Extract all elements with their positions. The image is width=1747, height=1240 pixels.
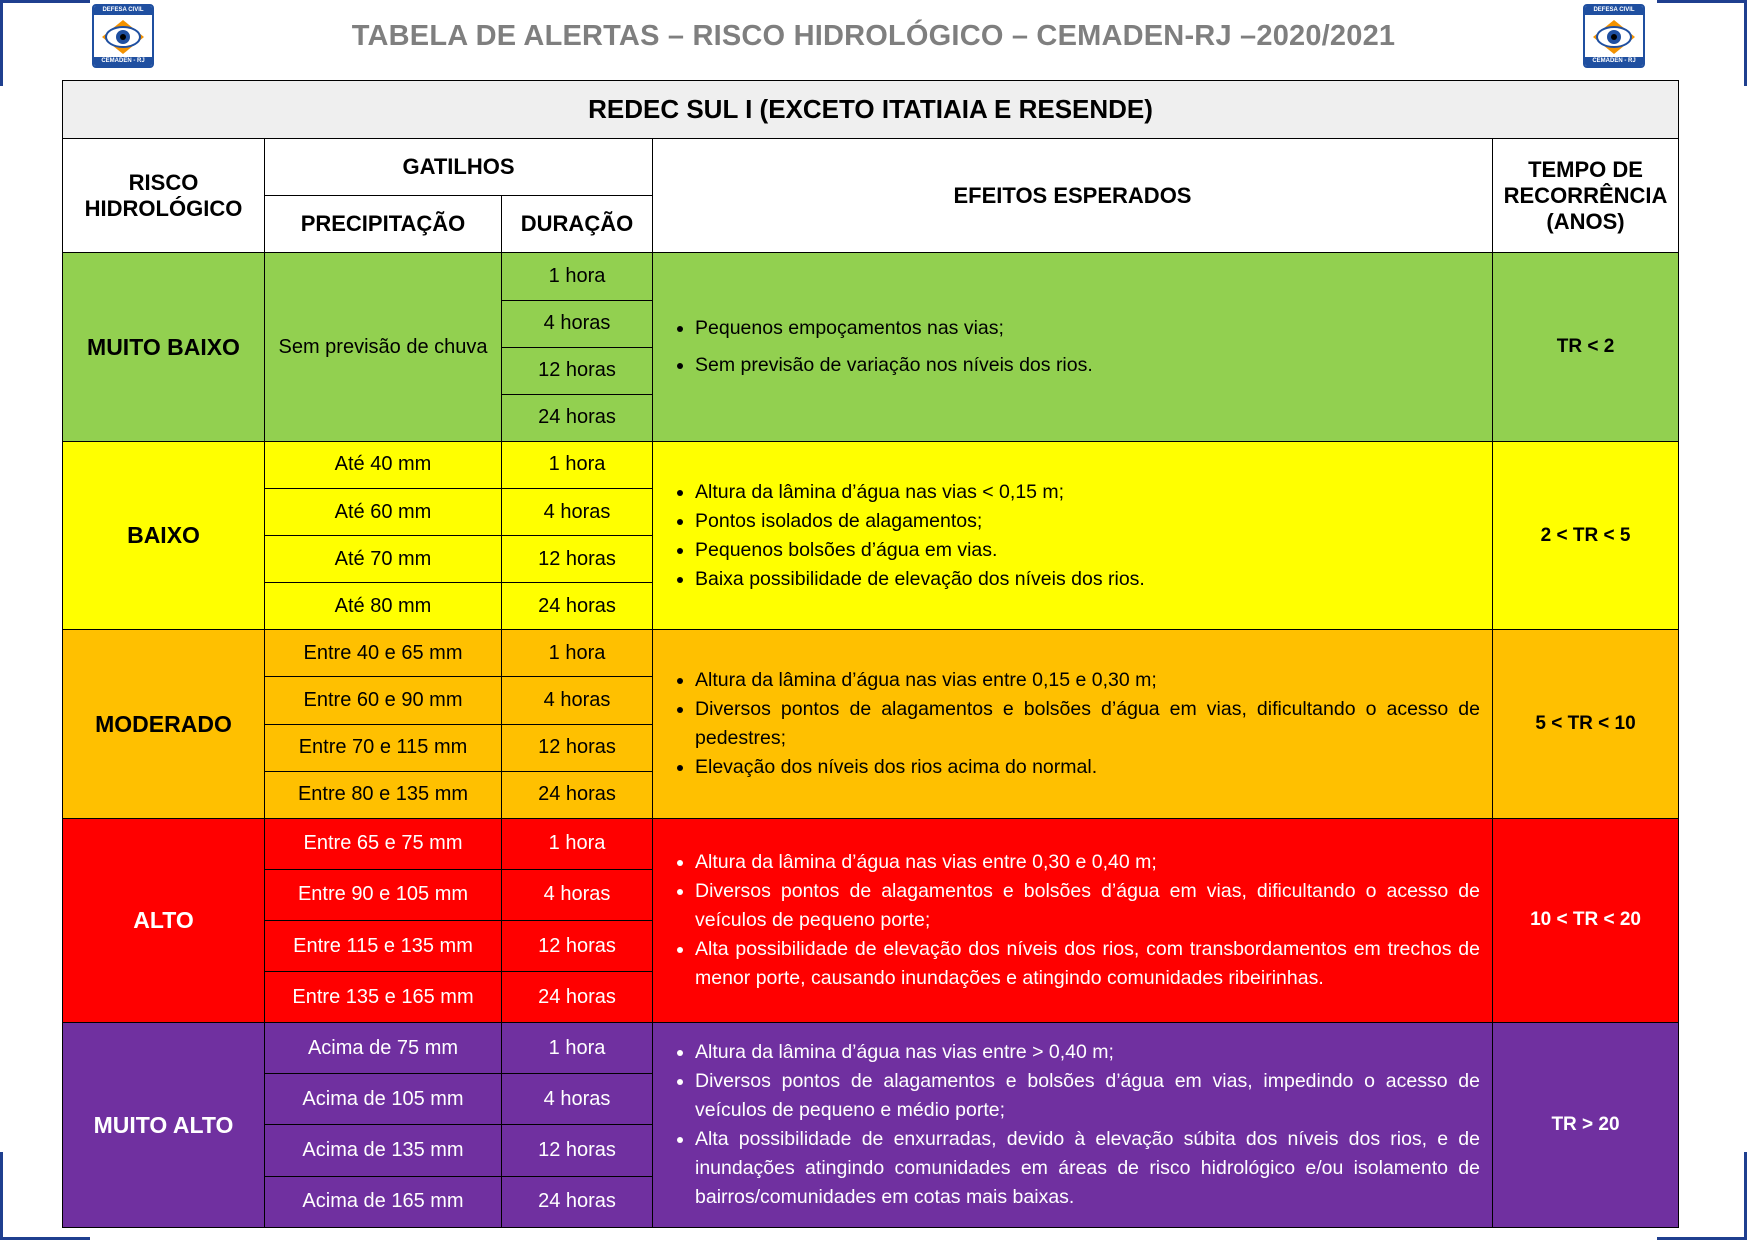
effect-item: • Altura da lâmina d’água nas vias entre > 0,40 m; bbox=[695, 1038, 1480, 1067]
header-precipitacao: PRECIPITAÇÃO bbox=[265, 196, 502, 253]
logo-text-bottom: CEMADEN - RJ bbox=[1585, 57, 1643, 66]
logo-text-top: DEFESA CIVIL bbox=[94, 6, 152, 15]
logo-text-bottom: CEMADEN - RJ bbox=[94, 57, 152, 66]
duration-cell: 24 horas bbox=[502, 394, 653, 441]
region-title: REDEC SUL I (EXCETO ITATIAIA E RESENDE) bbox=[63, 81, 1679, 139]
effect-item: • Altura da lâmina d’água nas vias entre 0,15 e 0,30 m; bbox=[695, 666, 1480, 695]
duration-cell: 4 horas bbox=[502, 488, 653, 535]
header-tempo-recorrencia: TEMPO DE RECORRÊNCIA (ANOS) bbox=[1493, 139, 1679, 253]
table-row bbox=[63, 253, 1679, 300]
duration-cell: 12 horas bbox=[502, 347, 653, 394]
duration-cell: 12 horas bbox=[502, 536, 653, 583]
effect-item: • Altura da lâmina d’água nas vias < 0,15 m; bbox=[695, 478, 1480, 507]
effect-item: • Pequenos bolsões d’água em vias. bbox=[695, 536, 1480, 565]
precipitation-cell: Acima de 105 mm bbox=[265, 1074, 502, 1125]
table-row bbox=[63, 441, 1679, 488]
corner-mark-top-left-h bbox=[0, 0, 90, 3]
recurrence-cell: TR > 20 bbox=[1493, 1023, 1679, 1228]
effect-item: • Pequenos empoçamentos nas vias; bbox=[695, 314, 1480, 343]
header-gatilhos: GATILHOS bbox=[265, 139, 653, 196]
effect-item: • Pontos isolados de alagamentos; bbox=[695, 507, 1480, 536]
effect-item: • Alta possibilidade de elevação dos níveis dos rios, com transbordamentos em trechos de menor porte, causando inundações e atingindo comunidades ribeirinhas. bbox=[695, 935, 1480, 993]
effects-cell bbox=[653, 441, 1493, 629]
precipitation-cell: Entre 135 e 165 mm bbox=[265, 972, 502, 1023]
precipitation-cell: Entre 115 e 135 mm bbox=[265, 920, 502, 971]
duration-cell: 24 horas bbox=[502, 972, 653, 1023]
effect-item: • Alta possibilidade de enxurradas, devido à elevação súbita dos níveis dos rios, e de inundações atingindo comunidades em áreas de risco hidrológico e/ou isolamento de bairros/comunidades em cotas mais baixas. bbox=[695, 1125, 1480, 1212]
precipitation-cell: Entre 90 e 105 mm bbox=[265, 869, 502, 920]
alert-table bbox=[62, 80, 1679, 1228]
duration-cell: 1 hora bbox=[502, 630, 653, 677]
precipitation-cell: Até 70 mm bbox=[265, 536, 502, 583]
precipitation-cell: Acima de 165 mm bbox=[265, 1176, 502, 1227]
table-row bbox=[63, 818, 1679, 869]
duration-cell: 4 horas bbox=[502, 1074, 653, 1125]
effects-cell bbox=[653, 630, 1493, 818]
duration-cell: 1 hora bbox=[502, 1023, 653, 1074]
precipitation-cell: Acima de 135 mm bbox=[265, 1125, 502, 1176]
precipitation-cell: Até 40 mm bbox=[265, 441, 502, 488]
duration-cell: 24 horas bbox=[502, 1176, 653, 1227]
effect-item: • Sem previsão de variação nos níveis dos rios. bbox=[695, 351, 1480, 380]
precipitation-cell: Entre 40 e 65 mm bbox=[265, 630, 502, 677]
duration-cell: 4 horas bbox=[502, 300, 653, 347]
precipitation-cell: Entre 80 e 135 mm bbox=[265, 771, 502, 818]
duration-cell: 12 horas bbox=[502, 920, 653, 971]
effects-cell bbox=[653, 253, 1493, 441]
risk-level: MUITO BAIXO bbox=[63, 253, 265, 441]
risk-level: BAIXO bbox=[63, 441, 265, 629]
precipitation-cell: Acima de 75 mm bbox=[265, 1023, 502, 1074]
precipitation-cell: Sem previsão de chuva bbox=[265, 253, 502, 441]
duration-cell: 1 hora bbox=[502, 818, 653, 869]
effect-item: • Elevação dos níveis dos rios acima do normal. bbox=[695, 753, 1480, 782]
duration-cell: 24 horas bbox=[502, 771, 653, 818]
effects-cell bbox=[653, 818, 1493, 1023]
corner-mark-bottom-left-v bbox=[0, 1152, 3, 1240]
header-efeitos: EFEITOS ESPERADOS bbox=[653, 139, 1493, 253]
precipitation-cell: Entre 65 e 75 mm bbox=[265, 818, 502, 869]
header-duracao: DURAÇÃO bbox=[502, 196, 653, 253]
effects-cell bbox=[653, 1023, 1493, 1228]
table-row bbox=[63, 630, 1679, 677]
recurrence-cell: 2 < TR < 5 bbox=[1493, 441, 1679, 629]
duration-cell: 24 horas bbox=[502, 583, 653, 630]
precipitation-cell: Entre 70 e 115 mm bbox=[265, 724, 502, 771]
duration-cell: 12 horas bbox=[502, 724, 653, 771]
precipitation-cell: Até 80 mm bbox=[265, 583, 502, 630]
recurrence-cell: TR < 2 bbox=[1493, 253, 1679, 441]
effect-item: • Diversos pontos de alagamentos e bolsões d’água em vias, impedindo o acesso de veículos de pequeno e médio porte; bbox=[695, 1067, 1480, 1125]
logo-text-top: DEFESA CIVIL bbox=[1585, 6, 1643, 15]
effect-item: • Altura da lâmina d’água nas vias entre 0,30 e 0,40 m; bbox=[695, 848, 1480, 877]
precipitation-cell: Entre 60 e 90 mm bbox=[265, 677, 502, 724]
duration-cell: 4 horas bbox=[502, 677, 653, 724]
recurrence-cell: 10 < TR < 20 bbox=[1493, 818, 1679, 1023]
header-risco: RISCO HIDROLÓGICO bbox=[63, 139, 265, 253]
corner-mark-top-right-h bbox=[1657, 0, 1747, 3]
duration-cell: 4 horas bbox=[502, 869, 653, 920]
duration-cell: 1 hora bbox=[502, 441, 653, 488]
effect-item: • Diversos pontos de alagamentos e bolsões d’água em vias, dificultando o acesso de veículos de pequeno porte; bbox=[695, 877, 1480, 935]
duration-cell: 12 horas bbox=[502, 1125, 653, 1176]
table-row bbox=[63, 1023, 1679, 1074]
risk-level: MUITO ALTO bbox=[63, 1023, 265, 1228]
effect-item: • Diversos pontos de alagamentos e bolsões d’água em vias, dificultando o acesso de pedestres; bbox=[695, 695, 1480, 753]
risk-level: MODERADO bbox=[63, 630, 265, 818]
duration-cell: 1 hora bbox=[502, 253, 653, 300]
recurrence-cell: 5 < TR < 10 bbox=[1493, 630, 1679, 818]
document-title: TABELA DE ALERTAS – RISCO HIDROLÓGICO – CEMADEN-RJ –2020/2021 bbox=[351, 20, 1396, 52]
effect-item: • Baixa possibilidade de elevação dos níveis dos rios. bbox=[695, 565, 1480, 594]
precipitation-cell: Até 60 mm bbox=[265, 488, 502, 535]
risk-level: ALTO bbox=[63, 818, 265, 1023]
